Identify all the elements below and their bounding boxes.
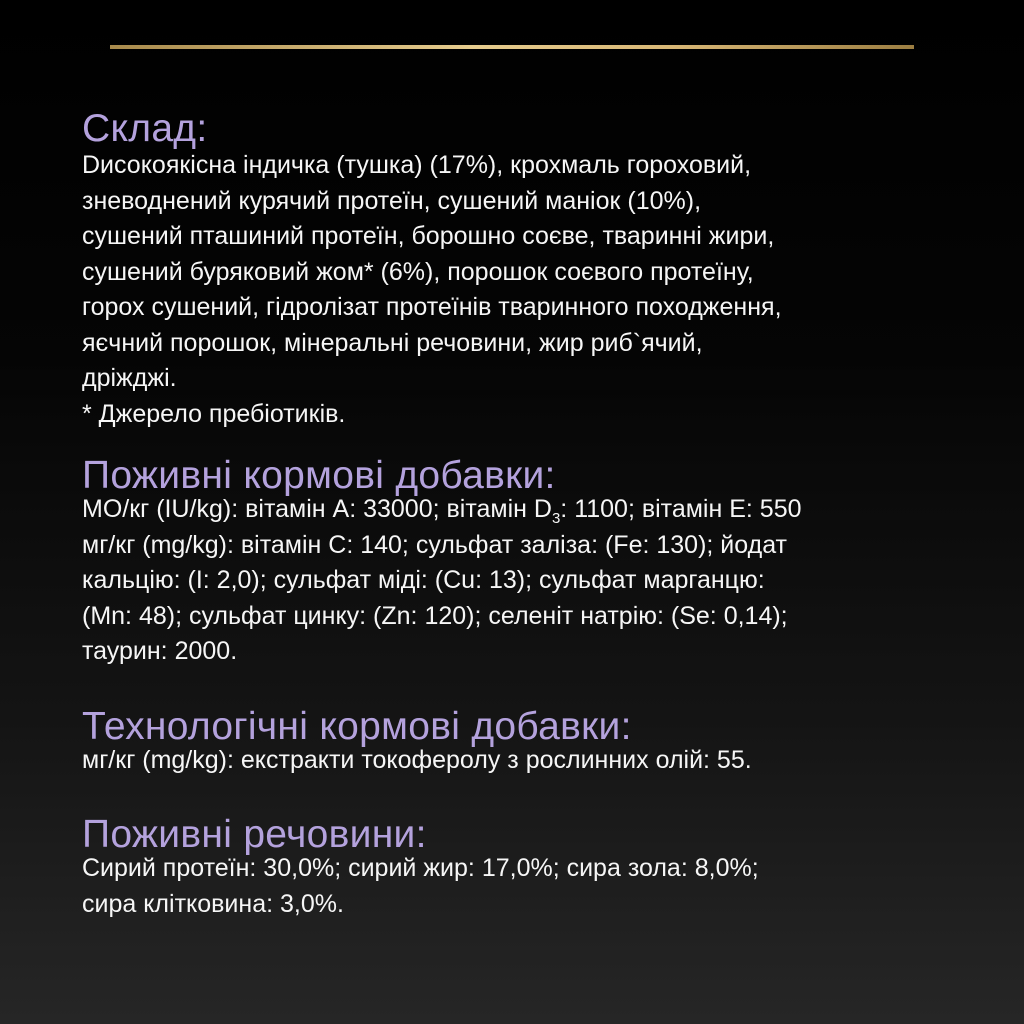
nutritional-additives-text: [82, 492, 982, 670]
composition-text: Dисокоякісна індичка (тушка) (17%), крохмаль гороховий, зневоднений курячий протеїн, сушений маніок (10%), сушений пташиний протеїн, борошно соєве, тваринні жири, сушений буряковий жом* (6%), порошок соєвого протеїну, горох сушений, гідролізат протеїнів тваринного походження, яєчний порошок, мінеральні речовини, жир риб`ячий, дріжджі. * Джерело пребіотиків.: [82, 151, 782, 428]
technological-additives-section: [82, 705, 982, 778]
nutritional-additives-text-part2: : 1100; вітамін Е: 550 мг/кг (mg/kg): вітамін С: 140; сульфат заліза: (Fe: 130); йодат кальцію: (I: 2,0); сульфат міді: (Cu: 13); сульфат марганцю: (Mn: 48); сульфат цинку: (Zn: 120); селеніт натрію: (Se: 0,14); таурин: 2000.: [82, 495, 802, 665]
technological-additives-text: мг/кг (mg/kg): екстракти токоферолу з рослинних олій: 55.: [82, 745, 752, 774]
composition-heading: Склад:: [82, 107, 208, 150]
ingredients-panel: [82, 107, 982, 922]
nutrients-text: Сирий протеїн: 30,0%; сирий жир: 17,0%; сира зола: 8,0%; сира клітковина: 3,0%.: [82, 854, 759, 918]
nutrients-heading: Поживні речовини:: [82, 813, 427, 856]
gold-divider-line: [110, 45, 914, 49]
nutritional-additives-section: [82, 454, 982, 670]
nutritional-additives-text-part1: МО/кг (IU/kg): вітамін А: 33000; вітамін D: [82, 495, 552, 523]
technological-additives-heading: Технологічні кормові добавки:: [82, 704, 632, 748]
composition-section: [82, 107, 982, 432]
nutrients-section: [82, 813, 982, 922]
vitamin-d-subscript: 3: [551, 510, 561, 527]
nutritional-additives-heading: Поживні кормові добавки:: [82, 454, 556, 497]
